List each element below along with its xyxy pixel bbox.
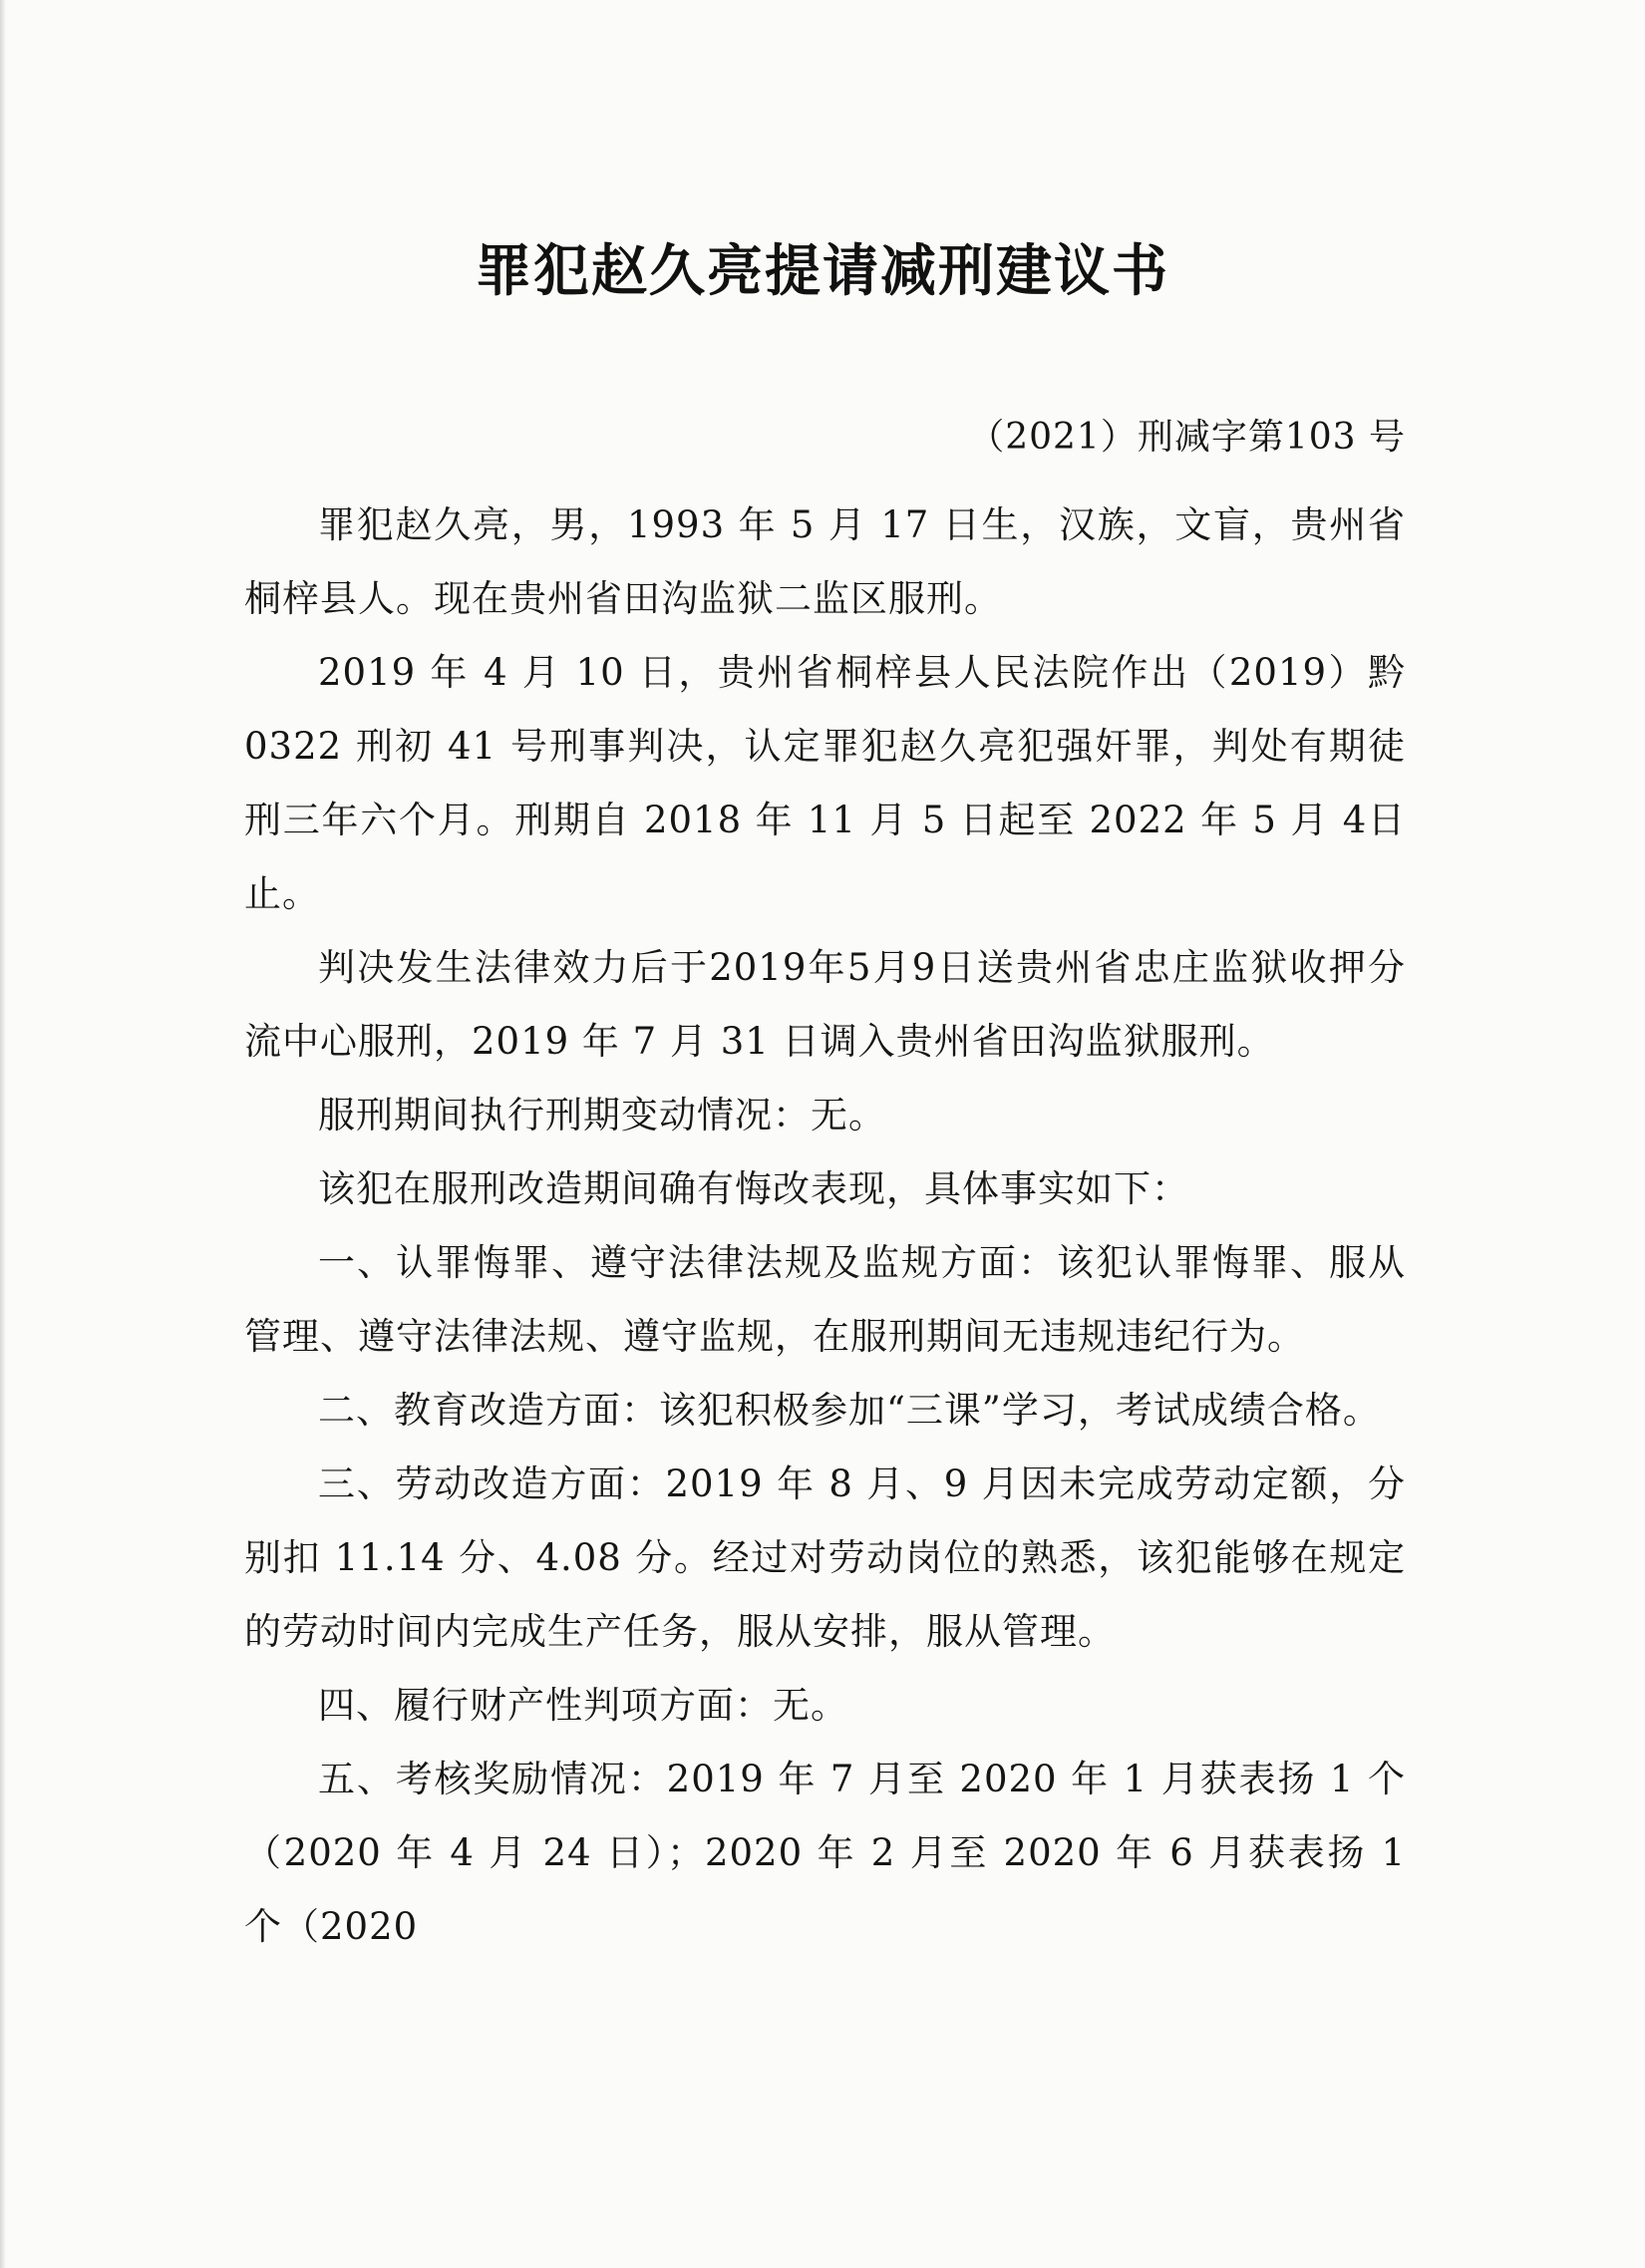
paragraph-personal-info: 罪犯赵久亮，男，1993 年 5 月 17 日生，汉族，文盲，贵州省桐梓县人。现在贵州省田沟监狱二监区服刑。: [244, 503, 1406, 620]
paragraph-law-compliance: 一、认罪悔罪、遵守法律法规及监规方面：该犯认罪悔罪、服从管理、遵守法律法规、遵守监规，在服刑期间无违规违纪行为。: [244, 1241, 1406, 1358]
scan-edge-shadow: [0, 0, 6, 2268]
paragraph-rewards: 五、考核奖励情况：2019 年 7 月至 2020 年 1 月获表扬 1 个（2020 年 4 月 24 日）；2020 年 2 月至 2020 年 6 月获表扬 1 个（2020: [244, 1758, 1406, 1948]
paragraph-education: 二、教育改造方面：该犯积极参加“三课”学习，考试成绩合格。: [318, 1389, 1381, 1432]
paragraph-repentance-intro: 该犯在服刑改造期间确有悔改表现，具体事实如下：: [318, 1167, 1189, 1210]
paragraph-labor: 三、劳动改造方面：2019 年 8 月、9 月因未完成劳动定额，分别扣 11.14 分、4.08 分。经过对劳动岗位的熟悉，该犯能够在规定的劳动时间内完成生产任务，服从安排，服从管理。: [244, 1462, 1406, 1653]
paragraph-judgment: 2019 年 4 月 10 日，贵州省桐梓县人民法院作出（2019）黔0322 刑初 41 号刑事判决，认定罪犯赵久亮犯强奸罪，判处有期徒刑三年六个月。刑期自 2018 年 11 月 5 日起至 2022 年 5 月 4日止。: [244, 651, 1406, 915]
document-number: （2021）刑减字第103 号: [968, 417, 1406, 458]
paragraph-sentence-change: 服刑期间执行刑期变动情况：无。: [318, 1094, 886, 1136]
document-body: [244, 488, 1406, 1964]
paragraph-property: 四、履行财产性判项方面：无。: [318, 1684, 848, 1727]
paragraph-transfer: 判决发生法律效力后于2019年5月9日送贵州省忠庄监狱收押分流中心服刑，2019 年 7 月 31 日调入贵州省田沟监狱服刑。: [244, 946, 1406, 1063]
document-title: 罪犯赵久亮提请减刑建议书: [476, 239, 1169, 304]
